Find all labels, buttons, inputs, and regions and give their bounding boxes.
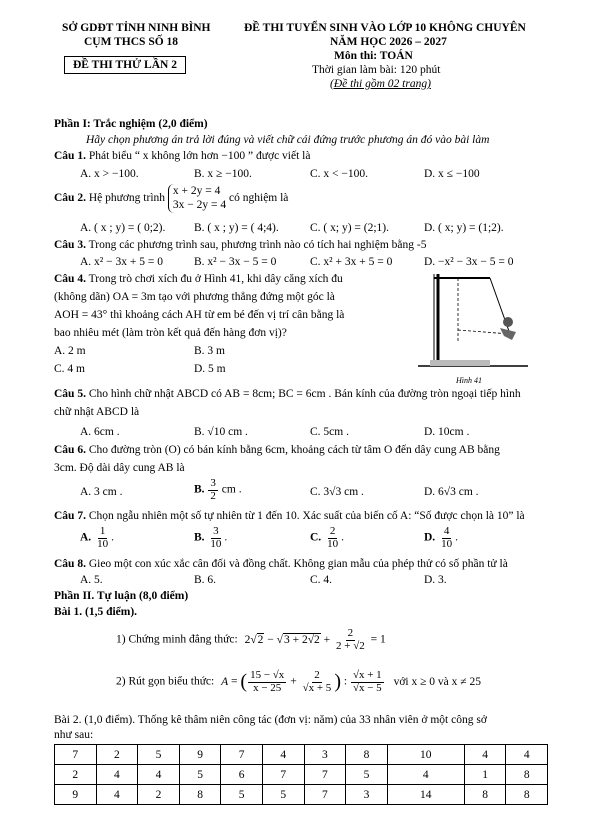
table-cell: 7 [221, 745, 263, 765]
q2-option-d: D. ( x; y) = (1;2). [424, 222, 504, 234]
table-row [55, 745, 548, 765]
table-cell: 7 [262, 765, 304, 785]
q7-option-c: C. $\frac{2}{10}$ . [310, 525, 344, 550]
q3-option-b: B. x² − 3x − 5 = 0 [194, 256, 277, 268]
table-cell: 4 [138, 765, 180, 785]
table-row [55, 785, 548, 805]
q1-text: Câu 1. Phát biểu “ x không lớn hơn −100 ” được viết là [54, 150, 311, 162]
subject: Môn thi: TOÁN [334, 50, 413, 62]
table-cell: 5 [179, 765, 221, 785]
q6-option-c: C. 3√3 cm . [310, 486, 364, 498]
q5-option-a: A. 6cm . [80, 426, 120, 438]
q2-text: Câu 2. Hệ phương trình x + 2y = 4 3x − 2y = 4 có nghiệm là [54, 185, 289, 212]
q5-option-b: B. √10 cm . [194, 426, 248, 438]
q2-option-c: C. ( x; y) = (2;1). [310, 222, 389, 234]
table-cell: 6 [221, 765, 263, 785]
q2-equation-system: x + 2y = 4 3x − 2y = 4 [168, 184, 226, 213]
table-cell: 2 [96, 745, 138, 765]
bai1-part1: 1) Chứng minh đẳng thức: 2√2 − √3 + 2√2 + $\frac{2}{2 + √2}$ = 1 [116, 627, 386, 652]
q5-option-d: D. 10cm . [424, 426, 470, 438]
bai2-text-line2: như sau: [54, 729, 94, 741]
table-cell: 7 [55, 745, 97, 765]
table-cell: 4 [387, 765, 464, 785]
exam-attempt-badge: ĐỀ THI THỬ LẦN 2 [64, 56, 186, 74]
table-cell: 8 [346, 745, 388, 765]
q1-option-c: C. x < −100. [310, 168, 369, 180]
table-cell: 5 [138, 745, 180, 765]
bai1-title: Bài 1. (1,5 điểm). [54, 606, 138, 618]
table-cell: 9 [179, 745, 221, 765]
q8-option-c: C. 4. [310, 574, 333, 586]
table-cell: 3 [346, 785, 388, 805]
table-cell: 4 [464, 745, 506, 765]
q3-option-d: D. −x² − 3x − 5 = 0 [424, 256, 514, 268]
q3-option-a: A. x² − 3x + 5 = 0 [80, 256, 163, 268]
table-cell: 2 [138, 785, 180, 805]
table-cell: 8 [179, 785, 221, 805]
q3-text: Câu 3. Trong các phương trình sau, phương trình nào có tích hai nghiệm bằng -5 [54, 239, 427, 251]
q4-line2: (không dãn) OA = 3m tạo với phương thẳng đứng một góc là [54, 291, 335, 303]
table-cell: 5 [262, 785, 304, 805]
part1-title: Phần I: Trắc nghiệm (2,0 điểm) [54, 118, 208, 130]
table-cell: 4 [262, 745, 304, 765]
table-cell: 8 [506, 765, 548, 785]
table-cell: 2 [55, 765, 97, 785]
table-cell: 3 [304, 745, 346, 765]
table-cell: 4 [96, 765, 138, 785]
q7-option-b: B. $\frac{3}{10}$ . [194, 525, 228, 550]
q3-option-c: C. x² + 3x + 5 = 0 [310, 256, 393, 268]
q8-option-a: A. 5. [80, 574, 103, 586]
q1-option-d: D. x ≤ −100 [424, 168, 480, 180]
q7-option-d: D. $\frac{4}{10}$ . [424, 525, 458, 550]
q1-option-a: A. x > −100. [80, 168, 139, 180]
q2-option-b: B. ( x ; y) = ( 4;4). [194, 222, 279, 234]
table-cell: 5 [346, 765, 388, 785]
q8-text: Câu 8. Gieo một con xúc xắc cân đối và đồng chất. Không gian mẫu của phép thử có số phần tử là [54, 558, 508, 570]
q6-option-b: B. $\frac{3}{2}$ cm . [194, 477, 242, 502]
q5-line1: Câu 5. Cho hình chữ nhật ABCD có AB = 8cm; BC = 6cm . Bán kính của đường tròn ngoại tiếp hình [54, 388, 521, 400]
table-cell: 8 [506, 785, 548, 805]
q6-line2: 3cm. Độ dài dây cung AB là [54, 462, 185, 474]
q1-option-b: B. x ≥ −100. [194, 168, 252, 180]
table-cell: 1 [464, 765, 506, 785]
time-limit: Thời gian làm bài: 120 phút [312, 64, 441, 76]
q6-line1: Câu 6. Cho đường tròn (O) có bán kính bằng 6cm, khoảng cách từ tâm O đến dây cung AB bằng [54, 444, 500, 456]
q4-option-a: A. 2 m [54, 345, 86, 357]
table-cell: 7 [304, 785, 346, 805]
q4-option-d: D. 5 m [194, 363, 226, 375]
school-cluster: CỤM THCS SỐ 18 [84, 36, 179, 48]
seniority-table [54, 744, 548, 805]
bai1-part2: 2) Rút gọn biểu thức: A = ( $\frac{15 - √x}{x - 25}$ + $\frac{2}{√x + 5}$ ) : $\frac{√x + 1}{√x - 5}$ với x ≥ 0 và x ≠ 25 [116, 669, 481, 694]
table-cell: 10 [387, 745, 464, 765]
q5-line2: chữ nhật ABCD là [54, 406, 140, 418]
q4-option-b: B. 3 m [194, 345, 225, 357]
table-cell: 9 [55, 785, 97, 805]
q8-option-b: B. 6. [194, 574, 217, 586]
swing-figure [418, 270, 533, 376]
q4-line4: bao nhiêu mét (làm tròn kết quả đến hàng đơn vị)? [54, 327, 287, 339]
table-cell: 5 [221, 785, 263, 805]
q5-option-c: C. 5cm . [310, 426, 349, 438]
table-cell: 7 [304, 765, 346, 785]
q4-line1: Câu 4. Trong trò chơi xích đu ở Hình 41, khi dây căng xích đu [54, 273, 343, 285]
part2-title: Phần II. Tự luận (8,0 điểm) [54, 590, 189, 602]
school-department: SỞ GDĐT TỈNH NINH BÌNH [62, 22, 211, 34]
q4-option-c: C. 4 m [54, 363, 85, 375]
q2-option-a: A. ( x ; y) = ( 0;2). [80, 222, 166, 234]
table-cell: 14 [387, 785, 464, 805]
q6-option-a: A. 3 cm . [80, 486, 123, 498]
table-cell: 8 [464, 785, 506, 805]
table-cell: 4 [506, 745, 548, 765]
q8-option-d: D. 3. [424, 574, 447, 586]
exam-title: ĐỀ THI TUYỂN SINH VÀO LỚP 10 KHÔNG CHUYÊN [244, 22, 526, 34]
table-cell: 4 [96, 785, 138, 805]
q4-line3: AOH = 43° thì khoảng cách AH từ em bé đến vị trí cân bằng là [54, 309, 345, 321]
school-year: NĂM HỌC 2026 – 2027 [330, 36, 447, 48]
q7-text: Câu 7. Chọn ngẫu nhiên một số tự nhiên từ 1 đến 10. Xác suất của biến cố A: “Số được chọn là 10” là [54, 510, 525, 522]
figure-caption: Hình 41 [456, 376, 482, 385]
table-row [55, 765, 548, 785]
q7-option-a: A. $\frac{1}{10}$ . [80, 525, 114, 550]
page-count: (Đề thi gồm 02 trang) [330, 78, 431, 90]
bai2-text: Bài 2. (1,0 điểm). Thống kê thâm niên công tác (đơn vị: năm) của 33 nhân viên ở một công sở [54, 714, 487, 726]
part1-instruction: Hãy chọn phương án trả lời đúng và viết chữ cái đứng trước phương án đó vào bài làm [86, 134, 490, 146]
q6-option-d: D. 6√3 cm . [424, 486, 479, 498]
